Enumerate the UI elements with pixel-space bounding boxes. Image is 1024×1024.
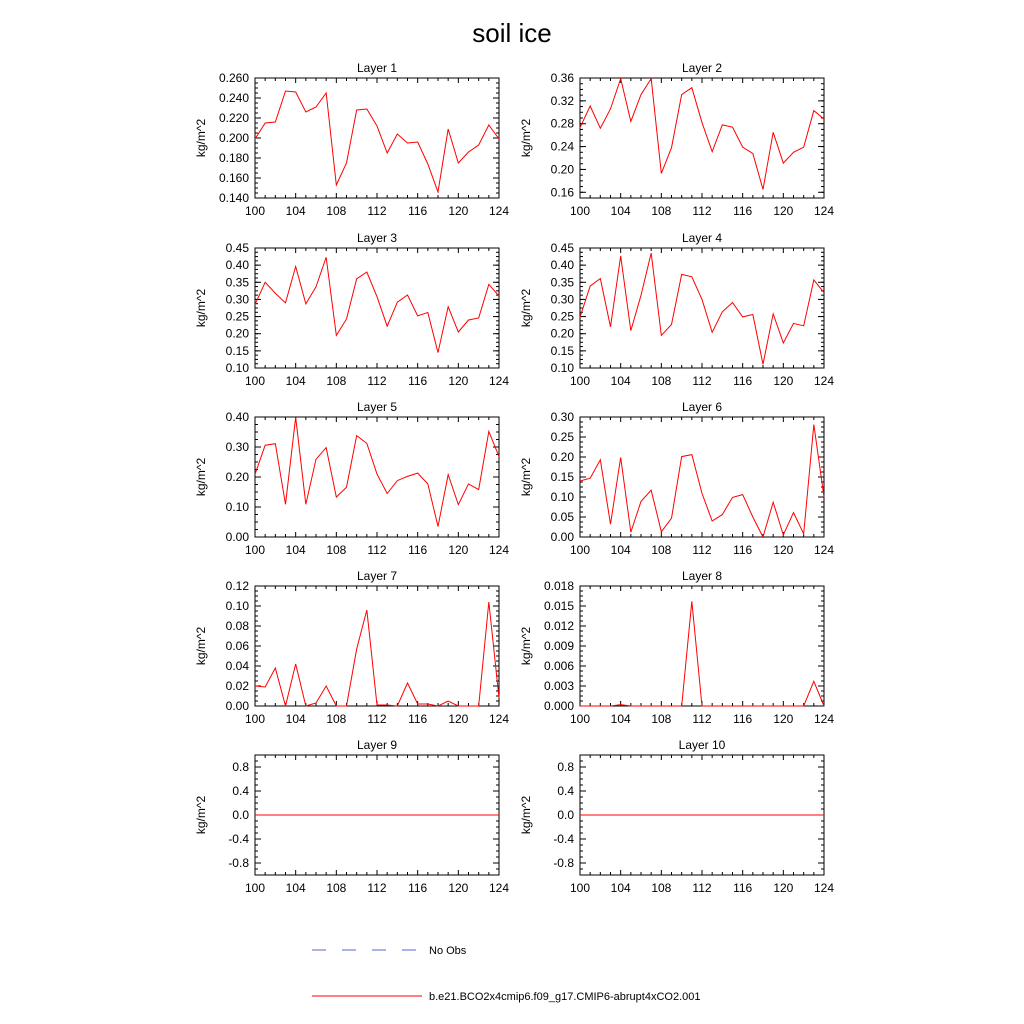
x-tick-label: 108 (651, 712, 672, 726)
x-tick-label: 108 (651, 881, 672, 895)
x-tick-label: 116 (733, 543, 753, 557)
y-tick-label: 0.0 (557, 808, 574, 822)
x-tick-label: 116 (408, 881, 428, 895)
x-tick-label: 100 (244, 204, 266, 218)
y-tick-label: 0.20 (225, 470, 249, 484)
x-tick-label: 124 (488, 374, 510, 388)
panel-title: Layer 4 (681, 231, 723, 245)
x-tick-label: 108 (326, 712, 347, 726)
x-tick-label: 120 (448, 543, 469, 557)
x-tick-label: 124 (488, 712, 510, 726)
y-tick-label: 0.15 (225, 343, 249, 358)
y-tick-label: 0.018 (543, 579, 574, 593)
y-tick-label: 0.16 (550, 185, 574, 200)
y-tick-label: 0.30 (225, 440, 249, 454)
panel-layer-4 (519, 231, 834, 388)
x-tick-label: 100 (244, 543, 266, 557)
x-tick-label: 116 (408, 543, 428, 557)
panel-layer-5 (194, 400, 509, 557)
x-tick-label: 120 (773, 374, 794, 388)
x-tick-label: 108 (326, 881, 347, 895)
x-tick-label: 104 (610, 881, 631, 895)
x-tick-label: 112 (367, 374, 387, 388)
x-tick-label: 108 (326, 374, 347, 388)
panel-layer-2 (519, 61, 834, 218)
x-tick-label: 124 (813, 204, 835, 218)
series-line (255, 417, 499, 526)
y-tick-label: 0.40 (225, 410, 249, 424)
panel-title: Layer 3 (356, 231, 398, 245)
x-tick-label: 100 (244, 881, 266, 895)
y-tick-label: 0.04 (225, 659, 249, 673)
y-tick-label: 0.00 (550, 530, 574, 544)
x-tick-label: 112 (367, 712, 387, 726)
x-tick-label: 124 (488, 881, 510, 895)
x-tick-label: 112 (367, 204, 387, 218)
x-tick-label: 104 (610, 374, 631, 388)
panel-layer-7 (194, 569, 509, 726)
plot-frame (255, 586, 499, 706)
series-line (255, 257, 499, 352)
y-tick-label: 0.20 (225, 326, 249, 341)
y-axis-label: kg/m^2 (194, 795, 208, 835)
panel-title: Layer 7 (356, 569, 398, 583)
y-tick-label: 0.003 (543, 679, 574, 693)
y-tick-label: 0.200 (218, 131, 249, 145)
y-tick-label: 0.06 (225, 639, 249, 653)
panel-title: Layer 10 (678, 738, 726, 752)
y-tick-label: 0.4 (232, 784, 249, 798)
x-tick-label: 104 (285, 374, 306, 388)
y-tick-label: 0.40 (225, 258, 249, 273)
x-tick-label: 112 (367, 543, 387, 557)
y-tick-label: -0.8 (553, 856, 574, 870)
x-tick-label: 100 (569, 374, 591, 388)
x-tick-label: 120 (773, 712, 794, 726)
y-axis-label: kg/m^2 (519, 288, 533, 328)
y-tick-label: 0.00 (225, 530, 249, 544)
panel-layer-10 (519, 738, 834, 895)
x-tick-label: 124 (813, 712, 835, 726)
y-tick-label: 0.28 (550, 116, 574, 131)
x-tick-label: 100 (569, 712, 591, 726)
x-tick-label: 112 (692, 712, 712, 726)
x-tick-label: 100 (569, 204, 591, 218)
x-tick-label: 120 (448, 204, 469, 218)
x-tick-label: 100 (244, 712, 266, 726)
x-tick-label: 104 (285, 712, 306, 726)
x-tick-label: 120 (448, 374, 469, 388)
y-tick-label: 0.10 (550, 490, 574, 504)
y-tick-label: 0.02 (225, 679, 249, 693)
panel-title: Layer 5 (356, 400, 398, 414)
series-line (580, 425, 824, 537)
x-tick-label: 120 (448, 712, 469, 726)
y-tick-label: -0.4 (553, 832, 574, 846)
x-tick-label: 120 (773, 881, 794, 895)
y-tick-label: 0.00 (225, 699, 249, 713)
y-tick-label: 0.000 (543, 699, 574, 713)
x-tick-label: 124 (813, 374, 835, 388)
y-tick-label: -0.4 (228, 832, 249, 846)
y-tick-label: 0.160 (218, 171, 249, 185)
plot-frame (580, 78, 824, 198)
y-tick-label: 0.36 (550, 71, 574, 85)
y-tick-label: 0.25 (550, 430, 574, 444)
x-tick-label: 116 (733, 881, 753, 895)
y-axis-label: kg/m^2 (519, 795, 533, 835)
y-tick-label: 0.10 (225, 599, 249, 613)
x-tick-label: 108 (651, 204, 672, 218)
x-tick-label: 124 (488, 543, 510, 557)
panel-layer-8 (519, 569, 834, 726)
x-tick-label: 104 (285, 881, 306, 895)
y-tick-label: 0.009 (543, 639, 574, 653)
x-tick-label: 124 (813, 543, 835, 557)
y-tick-label: 0.0 (232, 808, 249, 822)
y-tick-label: 0.10 (225, 361, 249, 375)
x-tick-label: 100 (244, 374, 266, 388)
x-tick-label: 108 (651, 374, 672, 388)
y-tick-label: 0.10 (225, 500, 249, 514)
plot-frame (255, 248, 499, 368)
panel-layer-1 (194, 61, 509, 218)
y-tick-label: 0.25 (225, 309, 249, 324)
y-tick-label: 0.8 (232, 760, 249, 774)
y-tick-label: 0.10 (550, 361, 574, 375)
x-tick-label: 112 (692, 374, 712, 388)
y-axis-label: kg/m^2 (194, 457, 208, 497)
series-line (580, 79, 824, 190)
y-tick-label: 0.35 (550, 275, 574, 290)
x-tick-label: 108 (651, 543, 672, 557)
y-tick-label: 0.30 (550, 292, 574, 307)
y-axis-label: kg/m^2 (194, 288, 208, 328)
y-axis-label: kg/m^2 (519, 457, 533, 497)
x-tick-label: 100 (569, 543, 591, 557)
x-tick-label: 104 (610, 543, 631, 557)
y-axis-label: kg/m^2 (194, 626, 208, 666)
plot-frame (255, 417, 499, 537)
y-tick-label: 0.015 (543, 599, 574, 613)
x-tick-label: 116 (408, 712, 428, 726)
y-tick-label: 0.15 (550, 343, 574, 358)
y-tick-label: 0.25 (550, 309, 574, 324)
figure-title: soil ice (472, 18, 552, 48)
y-tick-label: 0.20 (550, 450, 574, 464)
plot-frame (255, 78, 499, 198)
y-tick-label: 0.40 (550, 258, 574, 273)
y-tick-label: 0.45 (550, 241, 574, 255)
series-line (255, 91, 499, 192)
x-tick-label: 112 (692, 881, 712, 895)
x-tick-label: 104 (285, 204, 306, 218)
series-line (580, 601, 824, 706)
plot-frame (580, 586, 824, 706)
x-tick-label: 124 (813, 881, 835, 895)
x-tick-label: 124 (488, 204, 510, 218)
y-axis-label: kg/m^2 (194, 118, 208, 158)
y-tick-label: 0.30 (550, 410, 574, 424)
panel-title: Layer 6 (681, 400, 723, 414)
x-tick-label: 112 (692, 543, 712, 557)
y-tick-label: 0.006 (543, 659, 574, 673)
x-tick-label: 104 (285, 543, 306, 557)
x-tick-label: 108 (326, 204, 347, 218)
plot-frame (580, 417, 824, 537)
legend (312, 945, 701, 1003)
y-tick-label: 0.12 (225, 579, 249, 593)
legend-label-model: b.e21.BCO2x4cmip6.f09_g17.CMIP6-abrupt4xCO2.001 (429, 991, 701, 1003)
y-tick-label: 0.30 (225, 292, 249, 307)
panel-layer-9 (194, 738, 509, 895)
y-tick-label: -0.8 (228, 856, 249, 870)
plot-frame (580, 248, 824, 368)
x-tick-label: 104 (610, 712, 631, 726)
y-axis-label: kg/m^2 (519, 118, 533, 158)
x-tick-label: 116 (733, 204, 753, 218)
y-tick-label: 0.20 (550, 326, 574, 341)
panels (194, 61, 834, 895)
x-tick-label: 120 (773, 543, 794, 557)
y-tick-label: 0.35 (225, 275, 249, 290)
y-tick-label: 0.32 (550, 93, 574, 108)
x-tick-label: 104 (610, 204, 631, 218)
x-tick-label: 116 (733, 374, 753, 388)
y-tick-label: 0.05 (550, 510, 574, 524)
y-tick-label: 0.180 (218, 151, 249, 165)
panel-title: Layer 1 (356, 61, 398, 75)
y-tick-label: 0.20 (550, 162, 574, 177)
panel-title: Layer 9 (356, 738, 398, 752)
y-tick-label: 0.4 (557, 784, 574, 798)
x-tick-label: 116 (408, 374, 428, 388)
x-tick-label: 120 (448, 881, 469, 895)
y-tick-label: 0.15 (550, 470, 574, 484)
x-tick-label: 100 (569, 881, 591, 895)
x-tick-label: 112 (367, 881, 387, 895)
x-tick-label: 116 (408, 204, 428, 218)
x-tick-label: 120 (773, 204, 794, 218)
series-line (255, 602, 499, 706)
y-tick-label: 0.8 (557, 760, 574, 774)
x-tick-label: 112 (692, 204, 712, 218)
y-tick-label: 0.220 (218, 111, 249, 125)
y-tick-label: 0.260 (218, 71, 249, 85)
x-tick-label: 108 (326, 543, 347, 557)
y-tick-label: 0.012 (543, 619, 574, 633)
panel-layer-3 (194, 231, 509, 388)
legend-label-no-obs: No Obs (429, 945, 467, 957)
y-tick-label: 0.24 (550, 139, 574, 154)
panel-title: Layer 8 (681, 569, 723, 583)
y-tick-label: 0.240 (218, 91, 249, 105)
panel-title: Layer 2 (681, 61, 723, 75)
x-tick-label: 116 (733, 712, 753, 726)
y-tick-label: 0.08 (225, 619, 249, 633)
series-line (580, 253, 824, 364)
y-tick-label: 0.140 (218, 191, 249, 205)
y-axis-label: kg/m^2 (519, 626, 533, 666)
y-tick-label: 0.45 (225, 241, 249, 255)
panel-layer-6 (519, 400, 834, 557)
